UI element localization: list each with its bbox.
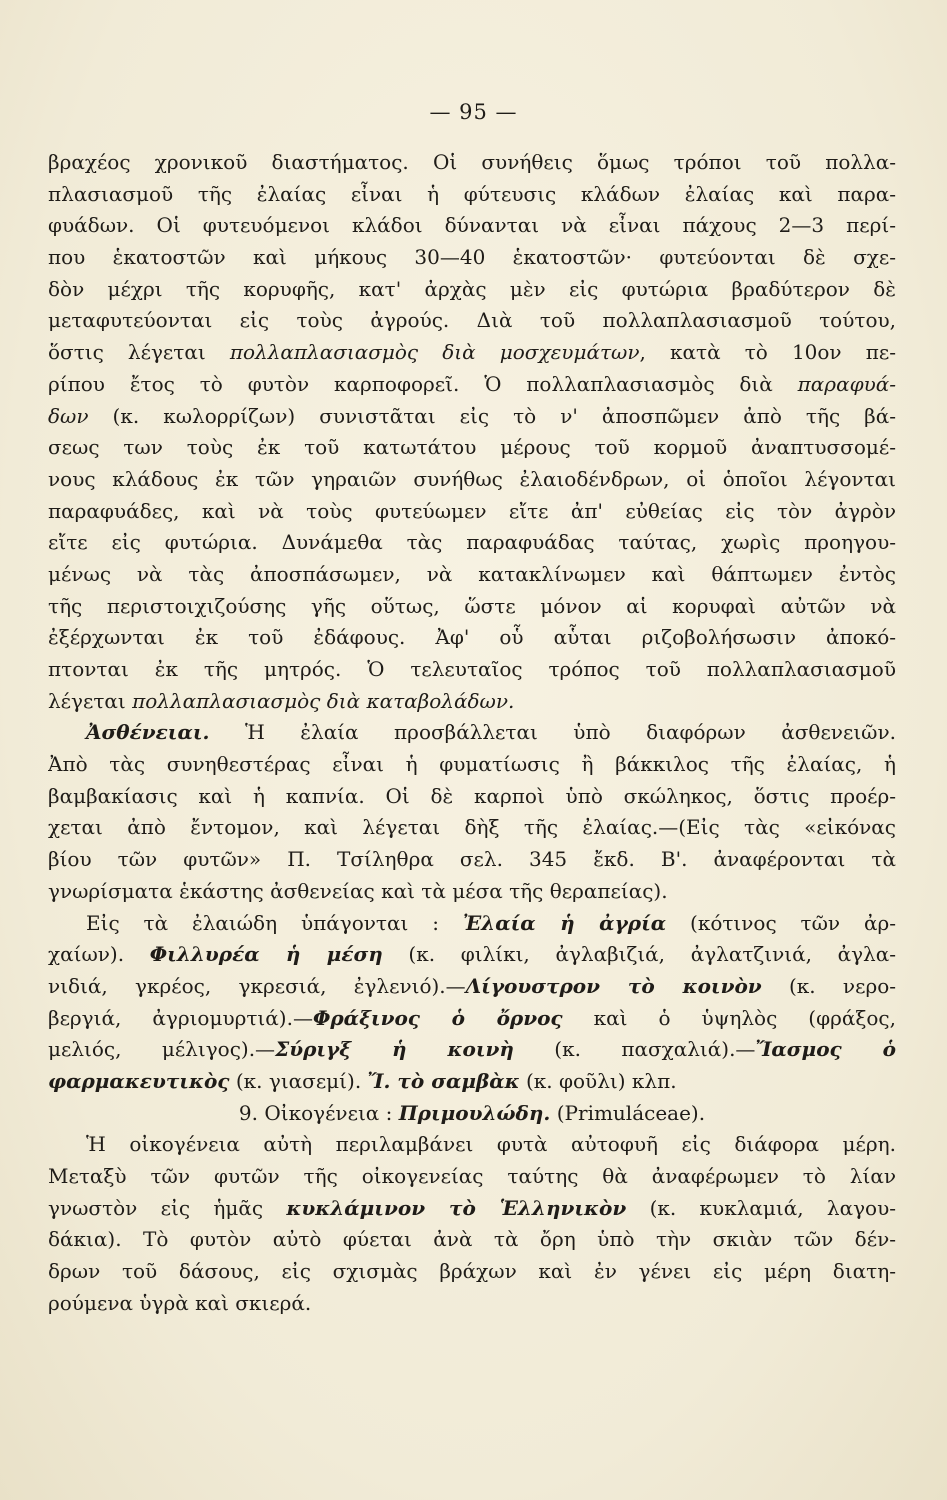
text-segment: ρίπου ἔτος τὸ φυτὸν καρποφορεῖ. Ὁ πολλαπλασιασμὸς διὰ [48, 371, 798, 396]
text-line [48, 369, 896, 401]
text-line [48, 844, 896, 876]
italic-term: πολλαπλασιασμὸς διὰ μοσχευμάτων [229, 340, 640, 365]
text-segment: ὅστις λέγεται [48, 340, 230, 365]
bold-italic-term: φαρμακευτικὸς [48, 1068, 230, 1093]
text-segment: παραφυάδες, καὶ νὰ τοὺς φυτεύωμεν εἴτε ἀπ' εὐθείας εἰς τὸν ἀγρὸν [48, 498, 896, 523]
text-segment: χαίων). [48, 942, 150, 967]
italic-term: παραφυά- [797, 371, 896, 396]
text-line [48, 1288, 896, 1320]
text-segment: (κ. φιλίκι, ἀγλαβιζιά, ἀγλατζινιά, ἀγλα- [382, 942, 896, 967]
text-segment: (κότινος τῶν ἀρ- [666, 910, 896, 935]
text-line [48, 1034, 896, 1066]
text-segment: βραχέος χρονικοῦ διαστήματος. Οἱ συνήθεις ὅμως τρόποι τοῦ πολλα- [48, 150, 896, 174]
text-segment: (Primuláceae). [550, 1100, 706, 1125]
text-segment: φυάδων. Οἱ φυτευόμενοι κλάδοι δύνανται νὰ εἶναι πάχους 2—3 περί- [48, 213, 896, 238]
text-segment: 9. Οἰκογένεια : [238, 1100, 399, 1125]
text-line [48, 939, 896, 971]
bold-italic-term: Ἀσθένειαι. [86, 720, 210, 745]
bold-italic-term: κυκλάμινον τὸ Ἑλληνικὸν [286, 1195, 627, 1220]
text-segment: βίου τῶν φυτῶν» Π. Τσίληθρα σελ. 345 ἔκδ. Β'. ἀναφέρονται τὰ [48, 847, 896, 872]
text-segment: τῆς περιστοιχιζούσης γῆς οὕτως, ὥστε μόνον αἱ κορυφαὶ αὐτῶν νὰ [48, 593, 896, 618]
text-segment: εἴτε εἰς φυτώρια. Δυνάμεθα τὰς παραφυάδας ταύτας, χωρὶς προηγου- [48, 530, 896, 555]
text-segment: Ἡ οἰκογένεια αὐτὴ περιλαμβάνει φυτὰ αὐτοφυῆ εἰς διάφορα μέρη. [86, 1132, 896, 1157]
bold-italic-term: Φράξινος ὁ ὄρνος [312, 1005, 563, 1030]
text-segment: που ἑκατοστῶν καὶ μήκους 30—40 ἑκατοστῶν· φυτεύονται δὲ σχε- [48, 245, 896, 270]
text-segment: (κ. πασχαλιά).— [513, 1037, 756, 1062]
text-segment: πλασιασμοῦ τῆς ἐλαίας εἶναι ἡ φύτευσις κλάδων ἐλαίας καὶ παρα- [48, 181, 896, 206]
text-line [48, 971, 896, 1003]
text-segment: ἐξέρχωνται ἐκ τοῦ ἐδάφους. Ἀφ' οὗ αὗται ριζοβολήσωσιν ἀποκό- [48, 625, 896, 650]
text-line [48, 654, 896, 686]
text-segment: Ἡ ἐλαία προσβάλλεται ὑπὸ διαφόρων ἀσθενειῶν. [209, 720, 896, 745]
text-segment: (κ. γιασεμί). [229, 1068, 368, 1093]
text-line [48, 749, 896, 781]
text-line [48, 1224, 896, 1256]
bold-italic-term: Ἴ. τὸ σαμβὰκ [367, 1068, 520, 1093]
text-line [48, 1066, 896, 1098]
text-line [48, 242, 896, 274]
bold-italic-term: Σύριγξ ἡ κοινὴ [275, 1037, 514, 1062]
text-line [48, 908, 896, 940]
text-segment: βεργιά, ἀγριομυρτιά).— [48, 1005, 313, 1030]
text-segment: Ἀπὸ τὰς συνηθεστέρας εἶναι ἡ φυματίωσις ἢ βάκκιλος τῆς ἐλαίας, ἡ [48, 752, 896, 777]
text-segment: πτονται ἐκ τῆς μητρός. Ὁ τελευταῖος τρόπος τοῦ πολλαπλασιασμοῦ [48, 657, 896, 681]
text-segment: γνωρίσματα ἑκάστης ἀσθενείας καὶ τὰ μέσα τῆς θεραπείας). [48, 878, 668, 903]
text-line [48, 337, 896, 369]
text-line [48, 432, 896, 464]
text-line [48, 401, 896, 433]
text-line [48, 305, 896, 337]
text-segment: καὶ ὁ ὑψηλὸς (φράξος, [562, 1005, 896, 1030]
text-segment: μένως νὰ τὰς ἀποσπάσωμεν, νὰ κατακλίνωμεν καὶ θάπτωμεν ἐντὸς [48, 561, 896, 586]
text-line [48, 1193, 896, 1225]
text-segment: (κ. φοῦλι) κλπ. [519, 1068, 677, 1093]
text-segment: νους κλάδους ἐκ τῶν γηραιῶν συνήθως ἐλαιοδένδρων, οἱ ὁποῖοι λέγονται [48, 466, 896, 491]
text-line [48, 622, 896, 654]
text-line [48, 876, 896, 908]
italic-term: πολλαπλασιασμὸς διὰ καταβολάδων. [132, 688, 515, 713]
text-segment: (κ. κωλορρίζων) συνιστᾶται εἰς τὸ ν' ἀποσπῶμεν ἀπὸ τῆς βά- [88, 403, 896, 428]
text-line [48, 686, 896, 718]
text-segment: δὸν μέχρι τῆς κορυφῆς, κατ' ἀρχὰς μὲν εἰς φυτώρια βραδύτερον δὲ [48, 276, 896, 301]
text-line [48, 1161, 896, 1193]
text-segment: λέγεται [48, 688, 133, 713]
text-segment: σεως των τοὺς ἐκ τοῦ κατωτάτου μέρους τοῦ κορμοῦ ἀναπτυσσομέ- [48, 435, 896, 460]
text-segment: Μεταξὺ τῶν φυτῶν τῆς οἰκογενείας ταύτης θὰ ἀναφέρωμεν τὸ λίαν [48, 1164, 896, 1188]
text-line [48, 1256, 896, 1288]
text-line [48, 717, 896, 749]
text-line [48, 464, 896, 496]
bold-italic-term: Ἴασμος ὁ [755, 1037, 896, 1062]
text-line [48, 147, 896, 179]
bold-italic-term: Φιλλυρέα ἡ μέση [149, 942, 383, 967]
text-line [48, 1129, 896, 1161]
bold-italic-term: Λίγουστρον τὸ κοινὸν [465, 973, 762, 998]
text-segment: (κ. νερο- [761, 973, 896, 998]
text-segment: μεταφυτεύονται εἰς τοὺς ἀγρούς. Διὰ τοῦ πολλαπλασιασμοῦ τούτου, [48, 308, 896, 333]
text-segment: (κ. κυκλαμιά, λαγου- [626, 1195, 896, 1220]
text-segment: δρων τοῦ δάσους, εἰς σχισμὰς βράχων καὶ ἐν γένει εἰς μέρη διατη- [48, 1259, 896, 1284]
text-segment: βαμβακίασις καὶ ἡ καπνία. Οἱ δὲ καρποὶ ὑπὸ σκώληκος, ὅστις προέρ- [48, 783, 896, 808]
text-segment: μελιός, μέλιγος).— [48, 1037, 276, 1062]
text-segment: χεται ἀπὸ ἔντομον, καὶ λέγεται δὴξ τῆς ἐλαίας.—(Εἰς τὰς «εἰκόνας [48, 815, 896, 840]
text-segment: , κατὰ τὸ 10ον πε- [639, 340, 896, 365]
text-line [48, 179, 896, 211]
text-line [48, 527, 896, 559]
text-line [48, 496, 896, 528]
text-line [48, 1098, 896, 1130]
text-line [48, 781, 896, 813]
text-segment: Εἰς τὰ ἐλαιώδη ὑπάγονται : [86, 910, 463, 935]
text-line [48, 812, 896, 844]
text-line [48, 559, 896, 591]
text-segment: δάκια). Τὸ φυτὸν αὐτὸ φύεται ἀνὰ τὰ ὄρη ὑπὸ τὴν σκιὰν τῶν δέν- [48, 1227, 896, 1252]
italic-term: δων [48, 403, 89, 428]
text-line [48, 210, 896, 242]
bold-italic-term: Πριμουλώδη. [398, 1100, 551, 1125]
page-number: — 95 — [429, 100, 518, 124]
text-line [48, 1003, 896, 1035]
text-line [48, 274, 896, 306]
text-segment: ρούμενα ὑγρὰ καὶ σκιερά. [48, 1290, 312, 1315]
text-line [48, 591, 896, 623]
text-segment: νιδιά, γκρέος, γκρεσιά, ἐγλενιό).— [48, 973, 466, 998]
bold-italic-term: Ἐλαία ἡ ἀγρία [462, 910, 667, 935]
body-text [48, 147, 896, 1319]
text-segment: γνωστὸν εἰς ἡμᾶς [48, 1195, 287, 1220]
